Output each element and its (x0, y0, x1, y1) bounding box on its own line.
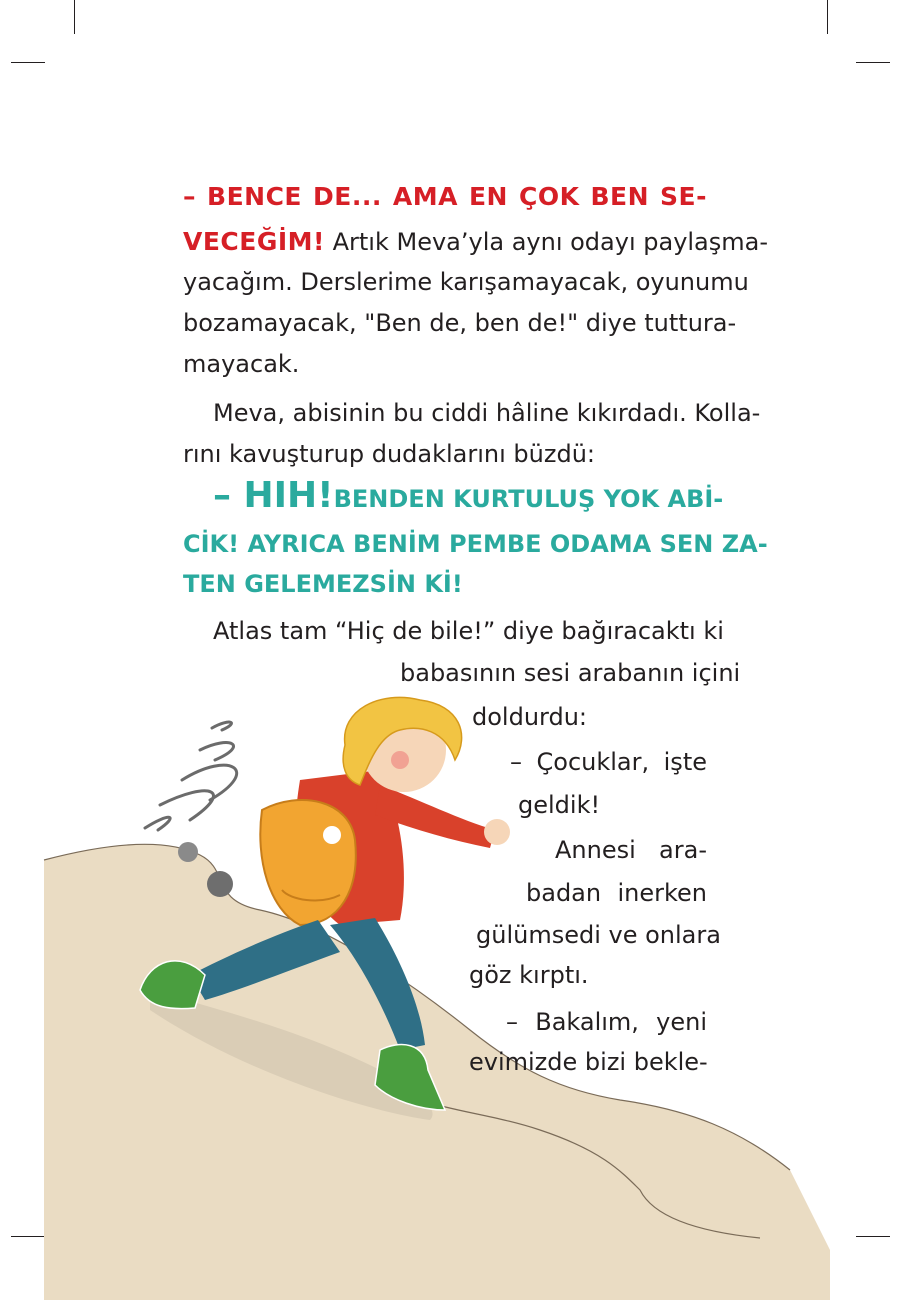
dialogue-line-red-1: – BENCE DE... AMA EN ÇOK BEN SE- (183, 182, 707, 211)
body-line: göz kırptı. (469, 961, 589, 989)
body-line: Meva, abisinin bu ciddi hâline kıkırdadı. Kolla- (213, 399, 761, 427)
crop-mark (74, 0, 75, 34)
crop-mark (827, 0, 828, 34)
body-line: mayacak. (183, 350, 300, 378)
dialogue-line-teal-1 (213, 475, 724, 516)
dialogue-line-teal-2: CİK! AYRICA BENİM PEMBE ODAMA SEN ZA- (183, 530, 768, 558)
dialogue-teal-exclamation: – HIH! (213, 475, 334, 516)
crop-mark (856, 62, 890, 63)
body-line: Atlas tam “Hiç de bile!” diye bağıracaktı ki (213, 617, 724, 645)
body-line: rını kavuşturup dudaklarını büzdü: (183, 440, 595, 468)
crop-mark (11, 62, 45, 63)
body-line: badan inerken (526, 879, 707, 907)
dialogue-teal-fragment: BENDEN KURTULUŞ YOK ABİ- (333, 485, 724, 513)
body-line: babasının sesi arabanın içini (400, 659, 741, 687)
body-line: yacağım. Derslerime karışamayacak, oyunumu (183, 268, 749, 296)
body-line: – Çocuklar, işte (510, 748, 707, 776)
body-line: bozamayacak, "Ben de, ben de!" diye tuttura- (183, 309, 737, 337)
body-line: gülümsedi ve onlara (476, 921, 721, 949)
body-line: geldik! (518, 791, 601, 819)
body-line: doldurdu: (472, 703, 588, 731)
boy-running-illustration (0, 690, 900, 1300)
body-text-fragment: Artık Meva’yla aynı odayı paylaşma- (332, 228, 769, 256)
body-line: – Bakalım, yeni (506, 1008, 707, 1036)
body-line: Annesi ara- (555, 836, 707, 864)
mixed-line-red-2 (183, 225, 769, 259)
body-line: evimizde bizi bekle- (469, 1048, 708, 1076)
dialogue-red-fragment: VECEĞİM! (183, 227, 325, 256)
dialogue-line-teal-3: TEN GELEMEZSİN Kİ! (183, 570, 463, 598)
